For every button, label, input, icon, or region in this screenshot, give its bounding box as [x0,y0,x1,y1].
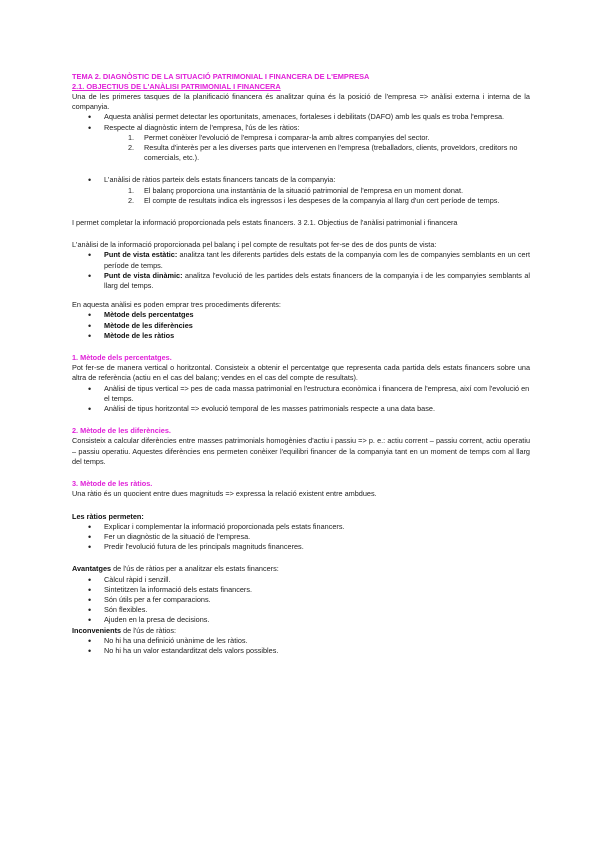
method1-bullets [72,384,530,415]
list-number: 2. [128,195,135,205]
list-item: • Ajuden en la presa de decisions. [72,615,530,625]
methods-intro: En aquesta anàlisi es poden emprar tres procediments diferents: [72,300,281,310]
viewpoints-intro: L'anàlisi de la informació proporcionada pel balanç i pel compte de resultats pot fer-se des de dos punts de vista: [72,240,437,250]
inconvenients-list [72,636,530,656]
method1-text: Pot fer-se de manera vertical o horitzontal. Consisteix a obtenir el percentatge que representa cada partida dels estats financers sobre una altra de referència (actiu en el cas del balanç; vendes en el cas del compte de resultats). [72,363,530,383]
list-text: Resulta d'interès per a les diverses parts que intervenen en l'empresa (treballadors, clients, proveïdors, creditors no comercials, etc.). [144,143,518,163]
list-item: • Sintetitzen la informació dels estats financers. [72,585,530,595]
list-item: • Aquesta anàlisi permet detectar les oportunitats, amenaces, fortaleses i debilitats (DAFO) amb les quals es troba l'empresa. [72,112,530,122]
viewpoint-text: analitza tant les diferents partides dels estats de la companyia com les de companyies semblants en un cert període de temps. [104,250,531,270]
ratios-numbered-list [72,186,530,206]
method-name: Mètode dels percentatges [104,310,194,320]
method-name: Mètode de les diferències [104,320,193,330]
inconvenients-rest: de l'ús de ràtios: [121,625,176,635]
viewpoint-label: Punt de vista estàtic: [104,250,178,260]
list-item: • Fer un diagnòstic de la situació de l'empresa. [72,532,530,542]
intro-bullet-list [72,112,530,132]
viewpoint-text: analitza l'evolució de les partides dels estats financers de la companyia i de les companyies semblants al llarg del temps. [104,270,530,291]
method2-text: Consisteix a calcular diferències entre masses patrimonials homogènies d'actiu i passiu => p. e.: actiu corrent – passiu corrent, actiu operatiu – passiu operatiu. Aquestes diferències ens permeten conèixer l'equilibri financer de la companyia tant en un moment de temps com al llarg del temps. [72,436,530,466]
avantatges-label: Avantatges [72,564,112,574]
list-text: El balanç proporciona una instantània de la situació patrimonial de l'empresa en un moment donat. [144,185,464,195]
list-item: • L'anàlisi de ràtios parteix dels estats financers tancats de la companyia: [72,175,530,185]
list-number: 2. [128,143,135,153]
permeten-list [72,522,530,553]
list-item [72,271,530,291]
list-item [72,186,530,196]
section-subtitle: 2.1. OBJECTIUS DE L'ANÀLISI PATRIMONIAL I FINANCERA [72,82,281,91]
avantatges-rest: de l'ús de ràtios per a analitzar els estats financers: [111,564,279,574]
list-number: 1. [128,132,135,142]
list-item: • Respecte al diagnòstic intern de l'empresa, l'ús de les ràtios: [72,123,530,133]
methods-list [72,310,530,341]
list-item: • Anàlisi de tipus vertical => pes de cada massa patrimonial en l'estructura econòmica i financera de l'empresa, així com l'evolució en el temps. [72,384,530,404]
viewpoints-list [72,250,530,291]
intro-paragraph: Una de les primeres tasques de la planificació financera és analitzar quina és la posició de l'empresa => anàlisi externa i interna de la companyia. [72,92,530,112]
list-item [72,133,530,143]
list-item: • No hi ha una definició unànime de les ràtios. [72,636,530,646]
list-item: • Predir l'evolució futura de les principals magnituds financeres. [72,542,530,552]
inconvenients-heading [72,626,530,636]
list-item [72,196,530,206]
document-title: TEMA 2. DIAGNÒSTIC DE LA SITUACIÓ PATRIMONIAL I FINANCERA DE L'EMPRESA [72,72,370,81]
permeten-label: Les ràtios permeten: [72,511,144,521]
permeten-heading [72,512,530,522]
list-item: • Càlcul ràpid i senzill. [72,575,530,585]
list-item [72,331,530,341]
intro-numbered-list [72,133,530,164]
viewpoint-label: Punt de vista dinàmic: [104,270,183,280]
list-item: • No hi ha un valor estandarditzat dels valors possibles. [72,646,530,656]
method-name: Mètode de les ràtios [104,330,175,340]
list-item [72,310,530,320]
list-text: El compte de resultats indica els ingressos i les despeses de la companyia al llarg d'un cert període de temps. [144,195,500,205]
list-item [72,321,530,331]
list-item: • Explicar i complementar la informació proporcionada pels estats financers. [72,522,530,532]
complement-paragraph: I permet completar la informació proporcionada pels estats financers. 3 2.1. Objectius de l'anàlisi patrimonial i financera [72,218,458,228]
method2-heading: 2. Mètode de les diferències. [72,426,171,436]
method1-heading: 1. Mètode dels percentatges. [72,353,172,363]
list-item: • Anàlisi de tipus horitzontal => evolució temporal de les masses patrimonials respecte a una data base. [72,404,530,414]
avantatges-list [72,575,530,626]
list-item [72,143,530,163]
list-item: • Són flexibles. [72,605,530,615]
list-number: 1. [128,185,135,195]
ratios-bullet-list [72,175,530,185]
list-text: Permet conèixer l'evolució de l'empresa i comparar-la amb altres companyies del sector. [144,132,430,142]
list-item: • Són útils per a fer comparacions. [72,595,530,605]
avantatges-heading [72,564,530,574]
method3-text: Una ràtio és un quocient entre dues magnituds => expressa la relació existent entre ambdues. [72,489,377,499]
document-page [72,72,530,656]
method3-heading: 3. Mètode de les ràtios. [72,479,153,489]
inconvenients-label: Inconvenients [72,625,122,635]
list-item [72,250,530,270]
